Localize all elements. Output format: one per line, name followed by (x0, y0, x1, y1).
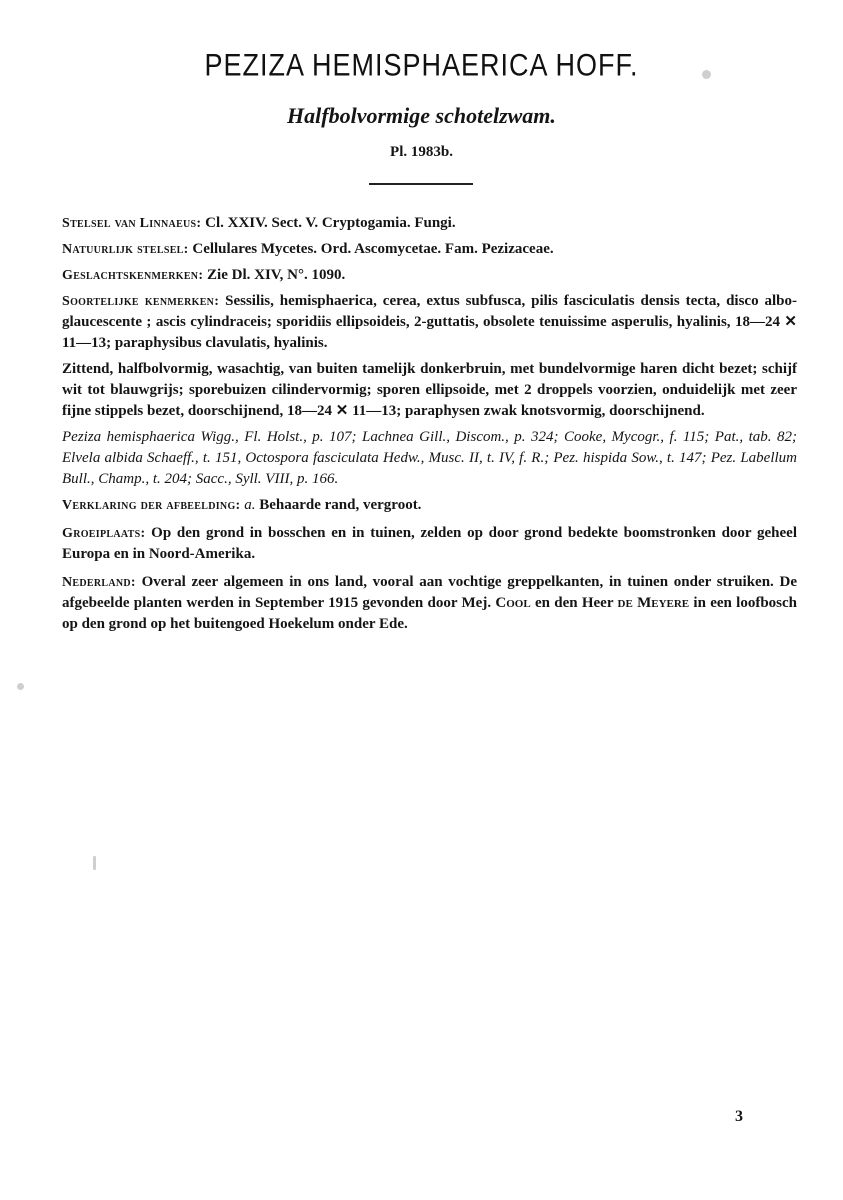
explanation-letter: a. (244, 497, 256, 513)
nederland-label: Nederland: (62, 575, 136, 590)
explanation-text: Behaarde rand, vergroot. (259, 497, 422, 513)
species-dutch-paragraph (62, 359, 797, 422)
nederland-text-2: en den Heer (534, 595, 614, 611)
linnaeus-paragraph (62, 213, 797, 234)
scan-speck (17, 683, 24, 690)
nederland-paragraph (62, 572, 797, 635)
natural-system-paragraph (62, 239, 797, 260)
page-subtitle: Halfbolvormige schotelzwam. (287, 103, 556, 128)
habitat-label: Groeiplaats: (62, 526, 146, 541)
genus-paragraph (62, 265, 797, 286)
scan-speck (93, 856, 96, 870)
natural-system-label: Natuurlijk stelsel: (62, 242, 189, 257)
linnaeus-text: Cl. XXIV. Sect. V. Cryptogamia. Fungi. (205, 215, 456, 231)
nederland-text-3: in een loofbosch op den grond op het buitengoed Hoekelum onder Ede. (62, 595, 797, 632)
habitat-paragraph (62, 523, 797, 565)
document-body (62, 213, 797, 642)
species-dutch-text: Zittend, halfbolvormig, wasachtig, van buiten tamelijk donkerbruin, met bundelvormige haren dicht bezet; schijf wit tot blauwgrijs; sporebuizen cilindervormig; sporen ellipsoide, met 2 droppels voorzien, onduidelijk met zeer fijne stippels bezet, doorschijnend, 18—24 ✕ 11—13; paraphysen zwak knotsvormig, doorschijnend. (62, 361, 797, 419)
explanation-paragraph (62, 495, 797, 516)
linnaeus-label: Stelsel van Linnaeus: (62, 216, 202, 231)
page-number: 3 (735, 1108, 743, 1125)
species-label: Soortelijke kenmerken: (62, 294, 220, 309)
species-latin-text: Sessilis, hemisphaerica, cerea, extus subfusca, pilis fasciculatis densis tecta, disco albo-glaucescente ; ascis cylindraceis; sporidiis ellipsoideis, 2-guttatis, obsolete tenuissime asperulis, hyalinis, 18—24 ✕ 11—13; paraphysibus clavulatis, hyalinis. (62, 293, 797, 351)
plate-number: Pl. 1983b. (390, 144, 453, 160)
genus-text: Zie Dl. XIV, N°. 1090. (207, 267, 346, 283)
references-paragraph (62, 427, 797, 490)
collector-name-cool: Cool (495, 595, 531, 611)
genus-label: Geslachtskenmerken: (62, 268, 204, 283)
natural-system-text: Cellulares Mycetes. Ord. Ascomycetae. Fam. Pezizaceae. (192, 241, 554, 257)
habitat-text: Op den grond in bosschen en in tuinen, zelden op door grond bedekte boomstronken door geheel Europa en in Noord-Amerika. (62, 525, 797, 562)
explanation-label: Verklaring der afbeelding: (62, 498, 241, 513)
title-divider (369, 183, 473, 185)
references-text: Peziza hemisphaerica Wigg., Fl. Holst., p. 107; Lachnea Gill., Discom., p. 324; Cooke, Mycogr., f. 115; Pat., tab. 82; Elvela albida Schaeff., t. 151, Octospora fasciculata Hedw., Musc. II, t. IV, f. R.; Pez. hispida Sow., t. 147; Pez. Labellum Bull., Champ., t. 204; Sacc., Syll. VIII, p. 166. (62, 429, 797, 487)
species-latin-paragraph (62, 291, 797, 354)
page-title: PEZIZA HEMISPHAERICA HOFF. (204, 47, 639, 83)
nederland-text-1: Overal zeer algemeen in ons land, vooral aan vochtige greppelkanten, in tuinen onder struiken. De afgebeelde planten werden in September 1915 gevonden door Mej. (62, 574, 798, 611)
collector-name-de-meyere: de Meyere (617, 595, 690, 611)
